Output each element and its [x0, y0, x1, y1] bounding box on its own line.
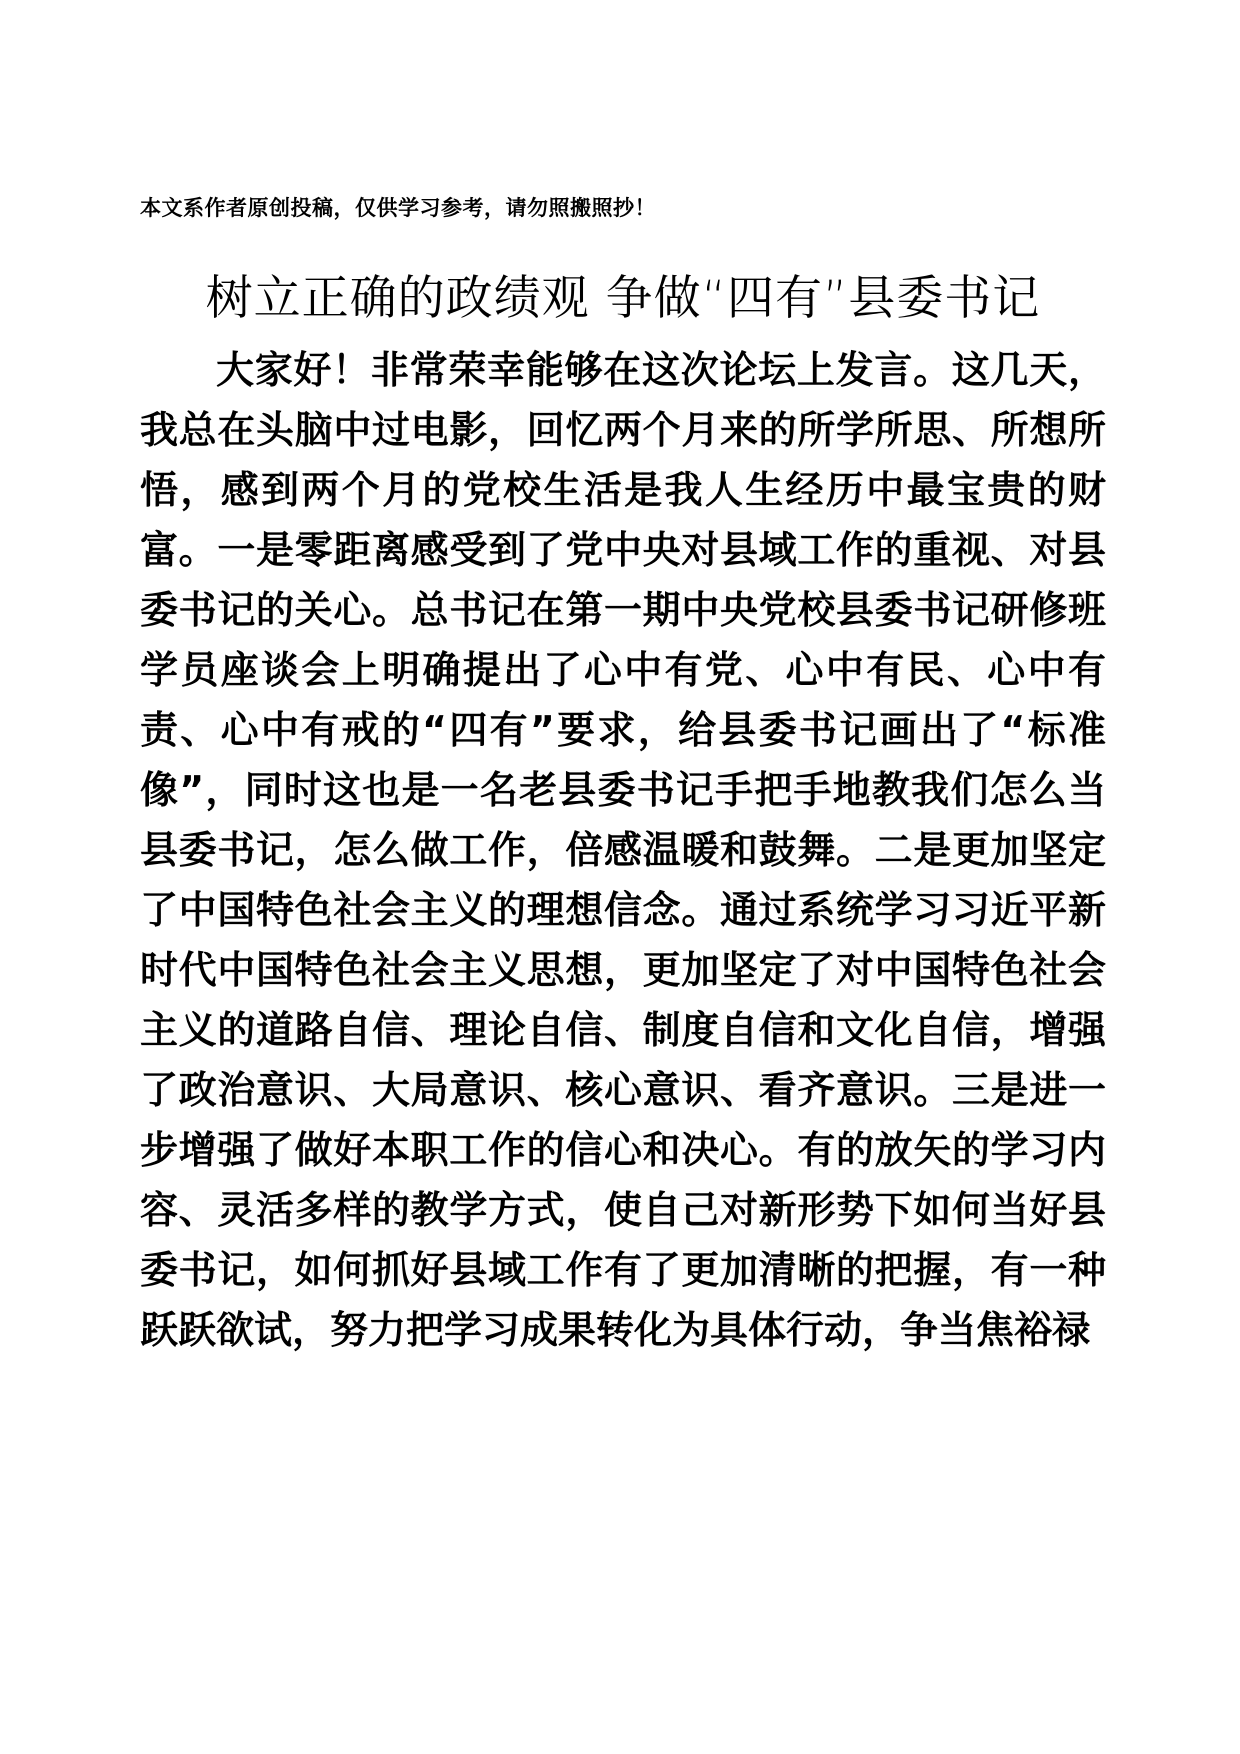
copyright-notice: 本文系作者原创投稿，仅供学习参考，请勿照搬照抄！: [140, 196, 656, 220]
paragraph: 大家好！非常荣幸能够在这次论坛上发言。这几天，我总在头脑中过电影，回忆两个月来的所学所思、所想所悟，感到两个月的党校生活是我人生经历中最宝贵的财富。一是零距离感受到了党中央对县域工作的重视、对县委书记的关心。总书记在第一期中央党校县委书记研修班学员座谈会上明确提出了心中有党、心中有民、心中有责、心中有戒的“四有”要求，给县委书记画出了“标准像”，同时这也是一名老县委书记手把手地教我们怎么当县委书记，怎么做工作，倍感温暖和鼓舞。二是更加坚定了中国特色社会主义的理想信念。通过系统学习习近平新时代中国特色社会主义思想，更加坚定了对中国特色社会主义的道路自信、理论自信、制度自信和文化自信，增强了政治意识、大局意识、核心意识、看齐意识。三是进一步增强了做好本职工作的信心和决心。有的放矢的学习内容、灵活多样的教学方式，使自己对新形势下如何当好县委书记，如何抓好县域工作有了更加清晰的把握，有一种跃跃欲试，努力把学习成果转化为具体行动，争当焦裕禄: [140, 348, 1106, 1352]
page-title: 树立正确的政绩观 争做“四有”县委书记: [205, 271, 1041, 327]
body-text: [140, 340, 1106, 1360]
